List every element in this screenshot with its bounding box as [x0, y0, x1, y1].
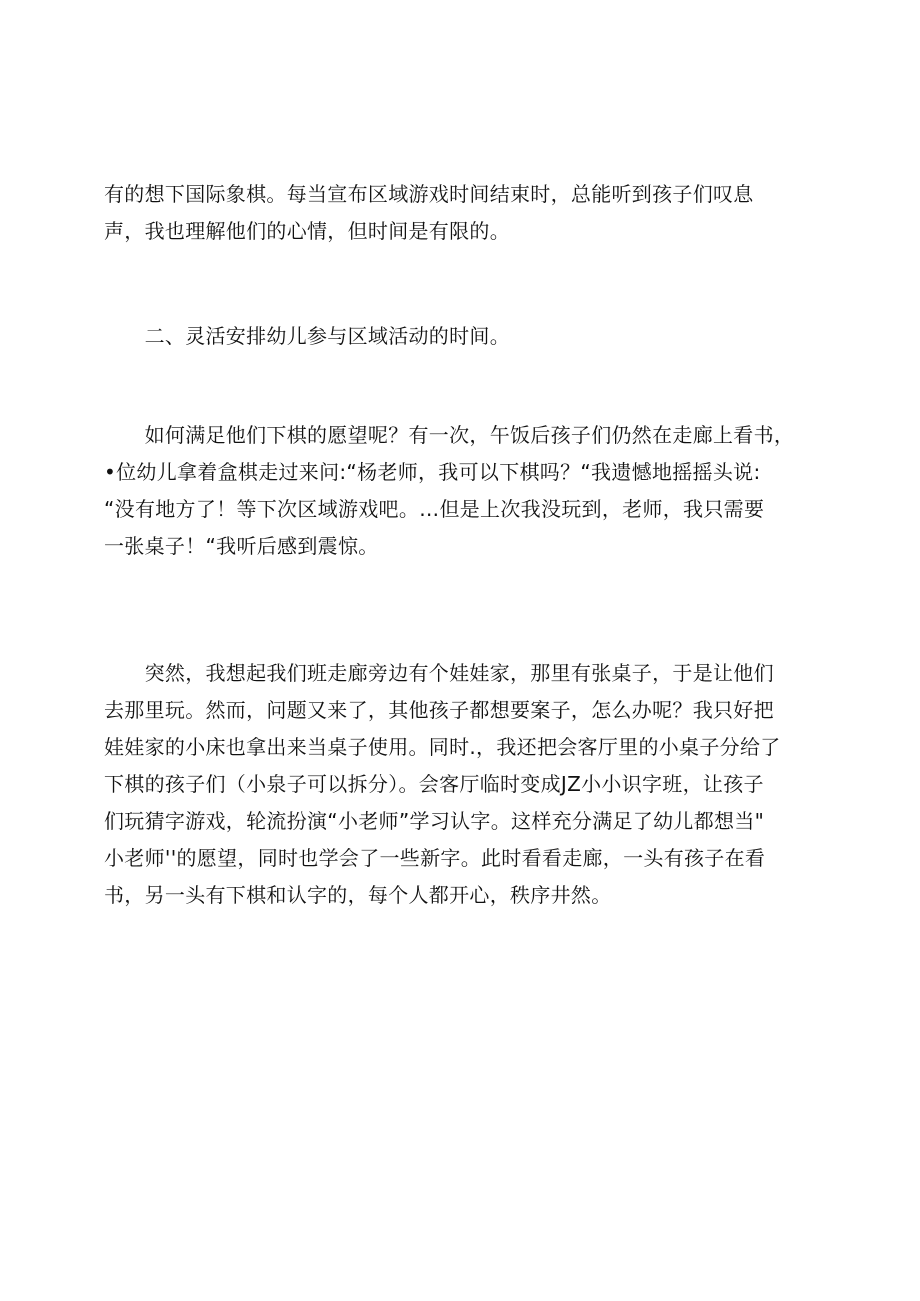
- heading-line: 二、灵活安排幼儿参与区域活动的时间。: [104, 324, 510, 348]
- paragraph-chess-request: [104, 417, 824, 565]
- text-line: 下棋的孩子们（小泉子可以拆分）。会客厅临时变成JZ小小识字班，让孩子: [104, 772, 764, 796]
- text-line: 娃娃家的小床也拿出来当桌子使用。同时.，我还把会客厅里的小桌子分给了: [104, 735, 781, 759]
- text-line: 书，另一头有下棋和认字的，每个人都开心，秩序井然。: [104, 883, 612, 907]
- text-line: 突然，我想起我们班走廊旁边有个娃娃家，那里有张桌子，于是让他们: [104, 661, 774, 685]
- text-line: 一张桌子！“我听后感到震惊。: [104, 534, 379, 558]
- text-line: 声，我也理解他们的心情，但时间是有限的。: [104, 219, 510, 243]
- section-heading: [104, 318, 824, 355]
- text-line: 们玩猜字游戏，轮流扮演“小老师”学习认字。这样充分满足了幼儿都想当": [104, 809, 765, 833]
- paragraph-continuation: [104, 176, 824, 250]
- text-line: “没有地方了！等下次区域游戏吧。…但是上次我没玩到，老师，我只需要: [104, 497, 765, 521]
- text-line: 有的想下国际象棋。每当宣布区域游戏时间结束时，总能听到孩子们叹息: [104, 182, 754, 206]
- text-line: 小老师''的愿望，同时也学会了一些新字。此时看看走廊，一头有孩子在看: [104, 846, 766, 870]
- paragraph-solution: [104, 655, 824, 914]
- text-line: 去那里玩。然而，问题又来了，其他孩子都想要案子，怎么办呢？我只好把: [104, 698, 774, 722]
- text-line: •位幼儿拿着盒棋走过来问:“杨老师，我可以下棋吗？“我遗憾地摇摇头说:: [104, 460, 761, 484]
- text-line: 如何满足他们下棋的愿望呢？有一次，午饭后孩子们仍然在走廊上看书，: [104, 423, 795, 447]
